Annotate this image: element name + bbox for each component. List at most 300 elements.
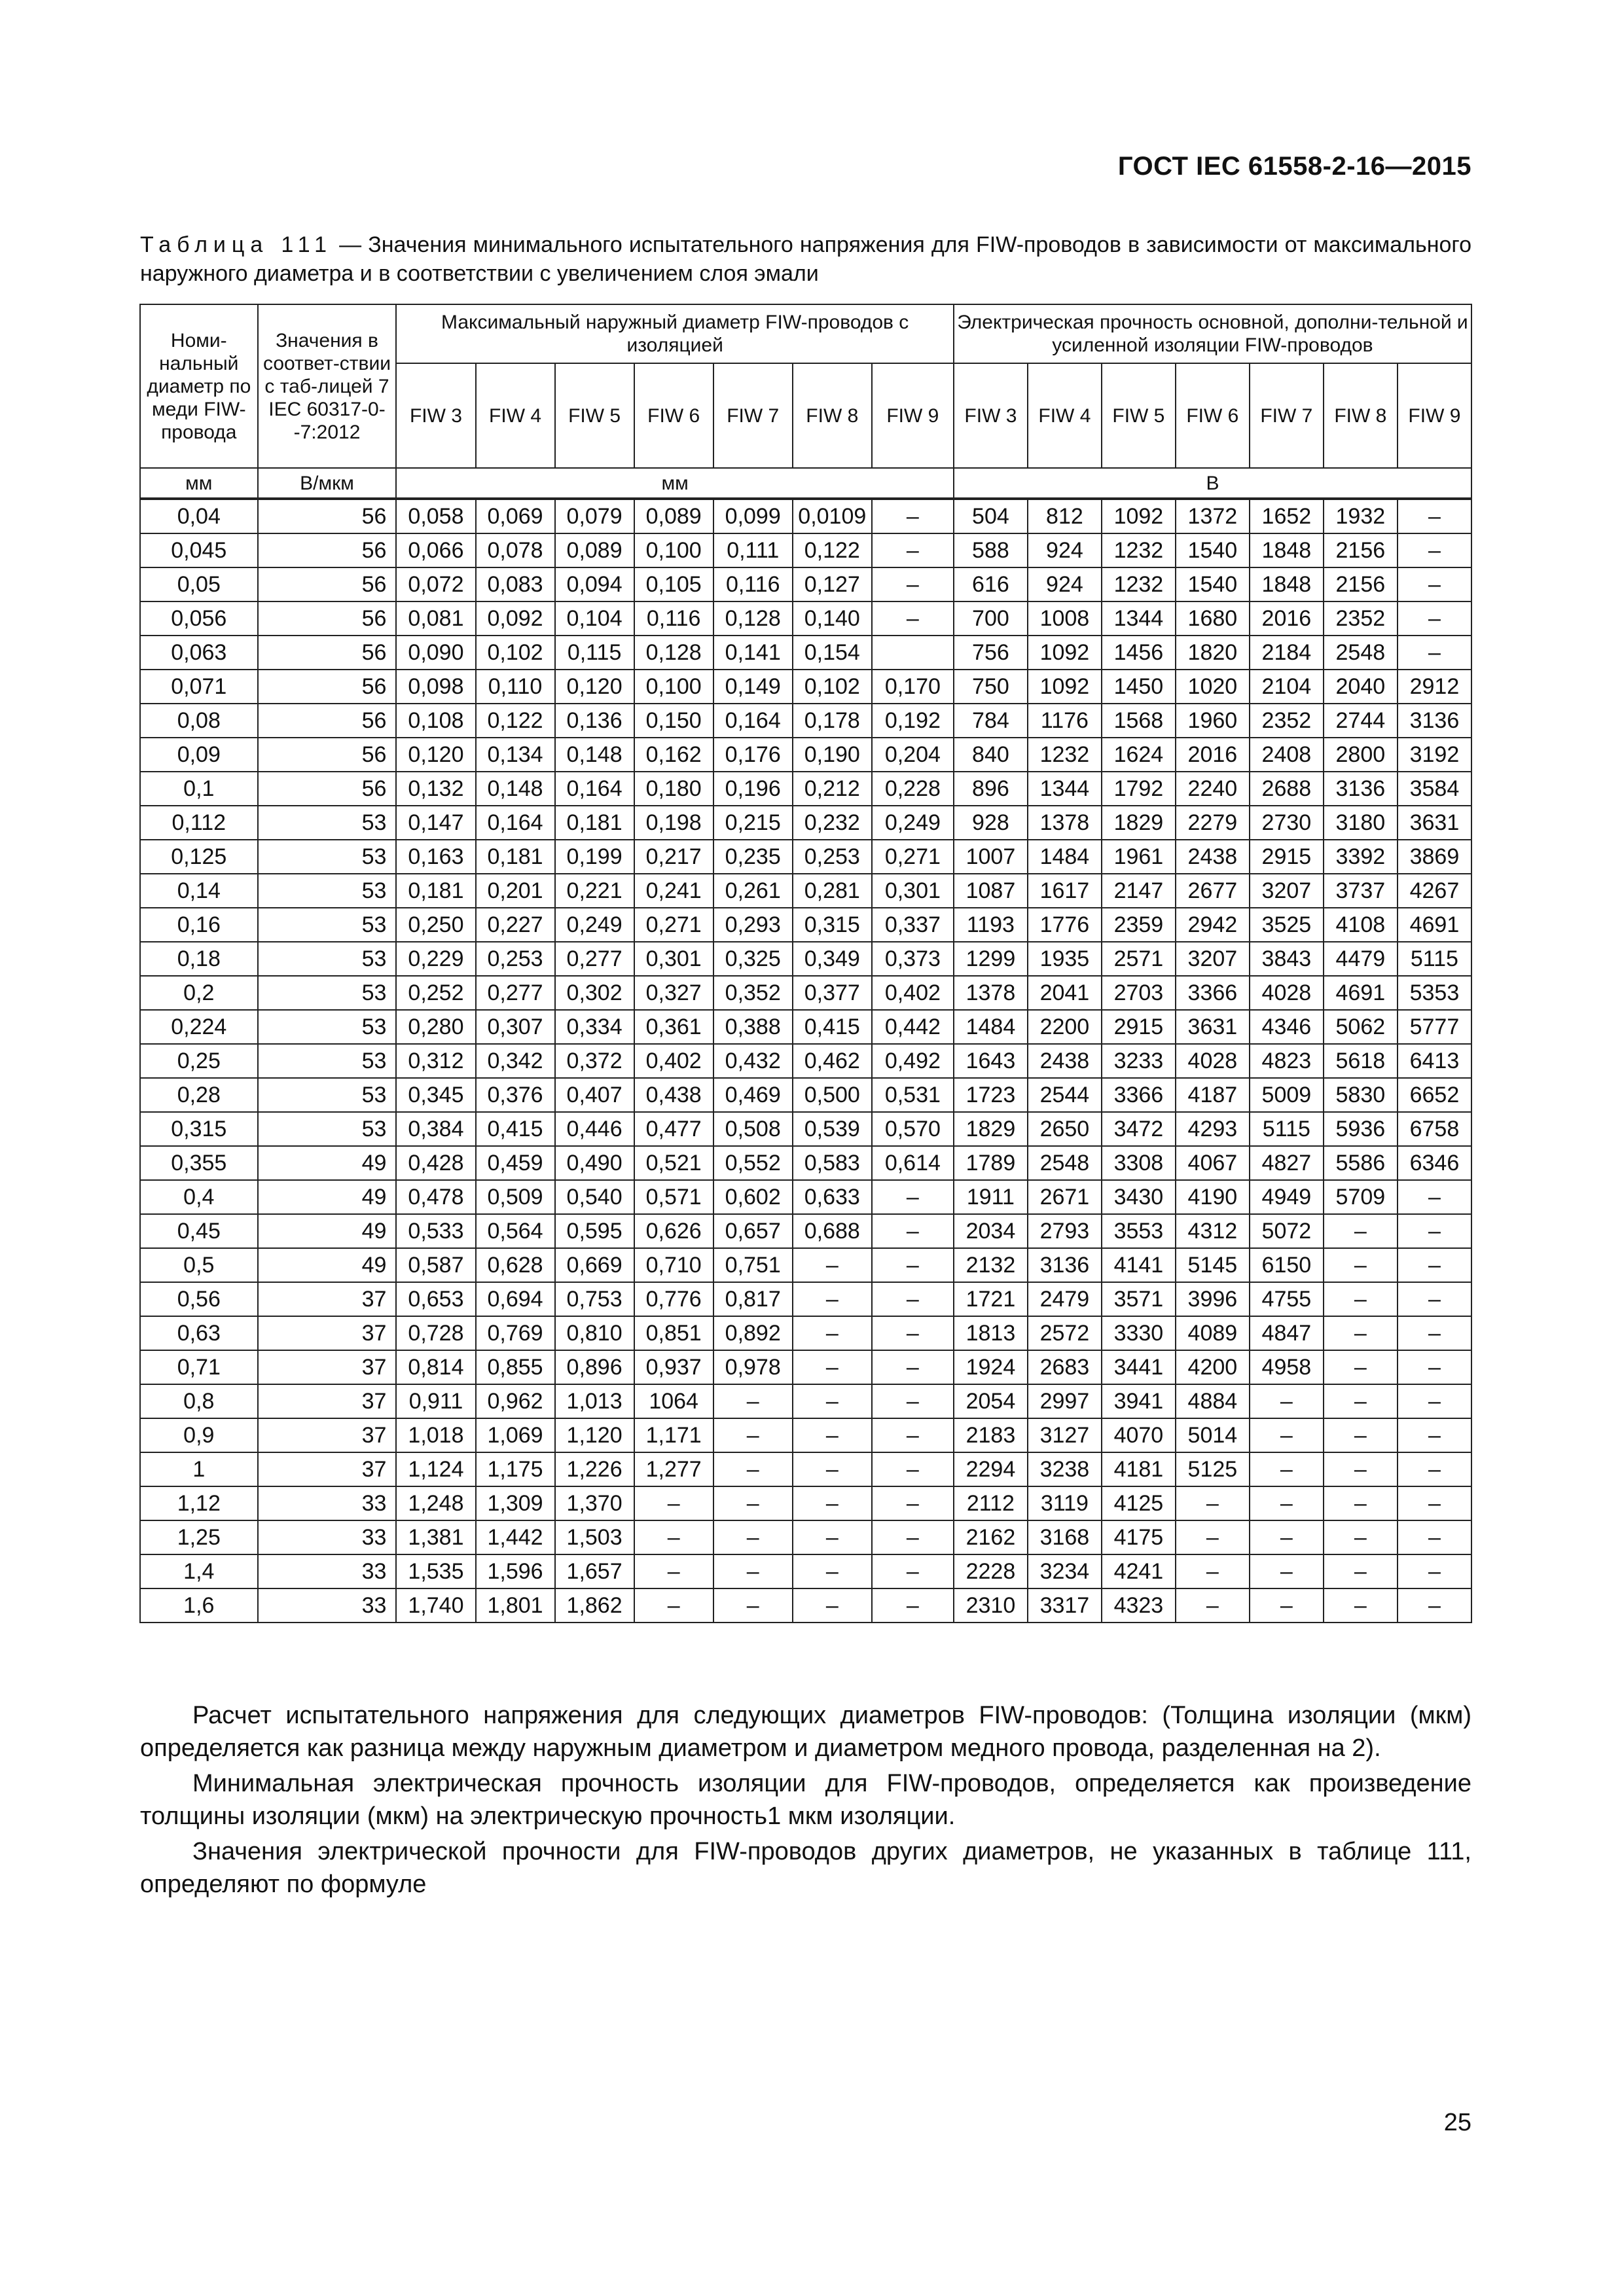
- table-cell: 812: [1028, 499, 1102, 533]
- table-cell: 0,325: [713, 942, 793, 976]
- table-cell: 0,539: [793, 1112, 872, 1146]
- table-cell: –: [634, 1520, 713, 1554]
- table-cell: 0,232: [793, 806, 872, 840]
- table-row: [140, 874, 1471, 908]
- table-cell: 1540: [1176, 567, 1250, 601]
- table-cell: 4847: [1250, 1316, 1324, 1350]
- table-cell: –: [1398, 1384, 1471, 1418]
- table-cell: 2352: [1250, 704, 1324, 738]
- table-cell: –: [872, 1316, 954, 1350]
- table-cell: 0,136: [555, 704, 634, 738]
- table-cell: 1,175: [476, 1452, 555, 1486]
- table-cell: 1378: [954, 976, 1028, 1010]
- table-cell: 49: [258, 1214, 397, 1248]
- table-cell: 37: [258, 1384, 397, 1418]
- table-cell: 2730: [1250, 806, 1324, 840]
- table-cell: –: [1176, 1520, 1250, 1554]
- table-cell: 0,164: [476, 806, 555, 840]
- table-cell: 3330: [1102, 1316, 1176, 1350]
- table-cell: –: [1398, 1248, 1471, 1282]
- table-cell: 0,63: [140, 1316, 258, 1350]
- table-cell: 928: [954, 806, 1028, 840]
- table-cell: –: [872, 1248, 954, 1282]
- table-cell: 4293: [1176, 1112, 1250, 1146]
- table-cell: 0,227: [476, 908, 555, 942]
- table-cell: 3168: [1028, 1520, 1102, 1554]
- table-cell: 0,212: [793, 772, 872, 806]
- table-cell: 0,334: [555, 1010, 634, 1044]
- table-row: [140, 1588, 1471, 1623]
- table-cell: 0,402: [634, 1044, 713, 1078]
- table-cell: 1,503: [555, 1520, 634, 1554]
- table-row: [140, 1248, 1471, 1282]
- table-row: [140, 1486, 1471, 1520]
- header-diameter-fiw-9: FIW 9: [872, 363, 954, 468]
- table-cell: 0,307: [476, 1010, 555, 1044]
- table-cell: 1232: [1102, 567, 1176, 601]
- paragraph-2: Минимальная электрическая прочность изоляции для FIW-проводов, определяется как произведение толщины изоляции (мкм) на электрическую прочность1 мкм изоляции.: [140, 1770, 1471, 1830]
- table-cell: 0,962: [476, 1384, 555, 1418]
- table-cell: 2162: [954, 1520, 1028, 1554]
- table-cell: 840: [954, 738, 1028, 772]
- table-cell: 0,814: [396, 1350, 475, 1384]
- table-cell: 0,116: [634, 601, 713, 636]
- table-cell: –: [1324, 1418, 1398, 1452]
- table-cell: –: [1324, 1384, 1398, 1418]
- table-cell: –: [1324, 1316, 1398, 1350]
- table-cell: 0,855: [476, 1350, 555, 1384]
- table-cell: 1960: [1176, 704, 1250, 738]
- table-cell: –: [1176, 1554, 1250, 1588]
- table-cell: 0,277: [555, 942, 634, 976]
- table-cell: 33: [258, 1588, 397, 1623]
- table-cell: 0,089: [634, 499, 713, 533]
- table-cell: 0,111: [713, 533, 793, 567]
- table-cell: 1,124: [396, 1452, 475, 1486]
- table-cell: 3392: [1324, 840, 1398, 874]
- table-cell: 2041: [1028, 976, 1102, 1010]
- table-cell: 0,595: [555, 1214, 634, 1248]
- table-cell: 4141: [1102, 1248, 1176, 1282]
- table-cell: –: [872, 1554, 954, 1588]
- table-row: [140, 1350, 1471, 1384]
- table-caption-label: Таблица 111: [140, 232, 333, 257]
- table-cell: 0,180: [634, 772, 713, 806]
- table-cell: 49: [258, 1248, 397, 1282]
- table-cell: 53: [258, 1044, 397, 1078]
- table-cell: 1456: [1102, 636, 1176, 670]
- table-cell: –: [793, 1316, 872, 1350]
- table-cell: 0,176: [713, 738, 793, 772]
- document-header: ГОСТ IEC 61558-2-16—2015: [1117, 152, 1471, 181]
- table-cell: –: [793, 1248, 872, 1282]
- table-cell: 0,181: [396, 874, 475, 908]
- table-cell: 4125: [1102, 1486, 1176, 1520]
- table-row: [140, 1044, 1471, 1078]
- table-cell: 0,810: [555, 1316, 634, 1350]
- test-voltage-table: [139, 304, 1472, 1623]
- table-cell: 0,04: [140, 499, 258, 533]
- table-cell: 1568: [1102, 704, 1176, 738]
- table-cell: 1,309: [476, 1486, 555, 1520]
- table-cell: 1,370: [555, 1486, 634, 1520]
- table-cell: –: [793, 1418, 872, 1452]
- table-cell: 0,100: [634, 533, 713, 567]
- table-cell: 750: [954, 670, 1028, 704]
- table-cell: 5145: [1176, 1248, 1250, 1282]
- table-cell: –: [872, 1520, 954, 1554]
- table-cell: 1643: [954, 1044, 1028, 1078]
- table-cell: 1,277: [634, 1452, 713, 1486]
- table-cell: 1961: [1102, 840, 1176, 874]
- table-cell: 2744: [1324, 704, 1398, 738]
- table-cell: 1848: [1250, 533, 1324, 567]
- table-cell: 1540: [1176, 533, 1250, 567]
- table-cell: 3631: [1398, 806, 1471, 840]
- table-cell: 33: [258, 1520, 397, 1554]
- page-number: 25: [1443, 2109, 1471, 2136]
- table-cell: 0,851: [634, 1316, 713, 1350]
- header-diameter-fiw-3: FIW 3: [396, 363, 475, 468]
- table-cell: 0,198: [634, 806, 713, 840]
- table-cell: 3136: [1398, 704, 1471, 738]
- table-cell: –: [1324, 1588, 1398, 1623]
- table-cell: 0,769: [476, 1316, 555, 1350]
- table-cell: 4312: [1176, 1214, 1250, 1248]
- table-cell: 0,164: [713, 704, 793, 738]
- table-row: [140, 1010, 1471, 1044]
- table-cell: –: [1250, 1486, 1324, 1520]
- table-cell: 0,355: [140, 1146, 258, 1180]
- table-cell: 0,402: [872, 976, 954, 1010]
- table-cell: 0,112: [140, 806, 258, 840]
- table-cell: 1,013: [555, 1384, 634, 1418]
- table-cell: 56: [258, 636, 397, 670]
- table-cell: 1,018: [396, 1418, 475, 1452]
- table-cell: 5009: [1250, 1078, 1324, 1112]
- table-cell: 0,149: [713, 670, 793, 704]
- table-row: [140, 1384, 1471, 1418]
- table-cell: 2548: [1324, 636, 1398, 670]
- table-cell: –: [872, 567, 954, 601]
- table-cell: 0,092: [476, 601, 555, 636]
- table-cell: 3941: [1102, 1384, 1176, 1418]
- table-cell: 1,381: [396, 1520, 475, 1554]
- table-cell: 0,688: [793, 1214, 872, 1248]
- table-cell: 0,253: [793, 840, 872, 874]
- table-cell: –: [793, 1588, 872, 1623]
- table-cell: 1020: [1176, 670, 1250, 704]
- unit-iec-values: В/мкм: [258, 468, 397, 499]
- table-cell: 1007: [954, 840, 1028, 874]
- table-cell: 0,196: [713, 772, 793, 806]
- table-cell: –: [1250, 1588, 1324, 1623]
- table-cell: 0,150: [634, 704, 713, 738]
- table-cell: 2793: [1028, 1214, 1102, 1248]
- table-cell: 924: [1028, 533, 1102, 567]
- header-max-outer-diameter: Максимальный наружный диаметр FIW-проводов с изоляцией: [396, 304, 953, 363]
- table-cell: 5115: [1250, 1112, 1324, 1146]
- table-cell: 0,241: [634, 874, 713, 908]
- table-cell: 2572: [1028, 1316, 1102, 1350]
- table-cell: 0,224: [140, 1010, 258, 1044]
- table-cell: 56: [258, 738, 397, 772]
- table-cell: 3207: [1176, 942, 1250, 976]
- table-cell: 0,345: [396, 1078, 475, 1112]
- table-cell: 37: [258, 1350, 397, 1384]
- table-cell: 1,248: [396, 1486, 475, 1520]
- table-cell: 4267: [1398, 874, 1471, 908]
- table-cell: –: [793, 1486, 872, 1520]
- table-cell: 2279: [1176, 806, 1250, 840]
- table-cell: 0,657: [713, 1214, 793, 1248]
- table-cell: 1299: [954, 942, 1028, 976]
- header-strength-fiw-5: FIW 5: [1102, 363, 1176, 468]
- table-cell: 0,18: [140, 942, 258, 976]
- table-cell: 0,215: [713, 806, 793, 840]
- table-cell: 0,817: [713, 1282, 793, 1316]
- table-cell: –: [1176, 1486, 1250, 1520]
- table-cell: 0,115: [555, 636, 634, 670]
- table-cell: 4187: [1176, 1078, 1250, 1112]
- table-cell: 4755: [1250, 1282, 1324, 1316]
- table-cell: 53: [258, 874, 397, 908]
- table-row: [140, 1554, 1471, 1588]
- table-cell: 0,108: [396, 704, 475, 738]
- table-cell: –: [1250, 1418, 1324, 1452]
- table-cell: 0,069: [476, 499, 555, 533]
- table-cell: –: [713, 1520, 793, 1554]
- table-cell: –: [713, 1486, 793, 1520]
- table-cell: 1652: [1250, 499, 1324, 533]
- table-cell: 3843: [1250, 942, 1324, 976]
- table-cell: –: [872, 1588, 954, 1623]
- table-cell: 1344: [1102, 601, 1176, 636]
- table-cell: 0,28: [140, 1078, 258, 1112]
- table-cell: 37: [258, 1452, 397, 1486]
- table-row: [140, 1282, 1471, 1316]
- table-cell: 0,56: [140, 1282, 258, 1316]
- table-row: [140, 840, 1471, 874]
- table-cell: 0,141: [713, 636, 793, 670]
- header-diameter-fiw-8: FIW 8: [793, 363, 872, 468]
- table-cell: –: [872, 1452, 954, 1486]
- table-row: [140, 1112, 1471, 1146]
- table-cell: –: [793, 1452, 872, 1486]
- table-cell: –: [1324, 1486, 1398, 1520]
- table-cell: 756: [954, 636, 1028, 670]
- table-cell: 0,128: [634, 636, 713, 670]
- table-cell: 6758: [1398, 1112, 1471, 1146]
- table-cell: 3317: [1028, 1588, 1102, 1623]
- header-electric-strength: Электрическая прочность основной, дополни-тельной и усиленной изоляции FIW-проводов: [954, 304, 1471, 363]
- table-cell: –: [713, 1554, 793, 1588]
- table-cell: –: [1398, 636, 1471, 670]
- table-cell: 0,16: [140, 908, 258, 942]
- table-cell: 2352: [1324, 601, 1398, 636]
- table-cell: 4691: [1398, 908, 1471, 942]
- table-cell: 1092: [1028, 670, 1102, 704]
- table-cell: 1,442: [476, 1520, 555, 1554]
- table-cell: –: [713, 1384, 793, 1418]
- table-cell: –: [1324, 1554, 1398, 1588]
- table-cell: 2183: [954, 1418, 1028, 1452]
- header-diameter-fiw-7: FIW 7: [713, 363, 793, 468]
- table-row: [140, 1214, 1471, 1248]
- table-cell: 0,089: [555, 533, 634, 567]
- table-cell: 56: [258, 567, 397, 601]
- table-cell: 0,315: [140, 1112, 258, 1146]
- table-cell: 0,349: [793, 942, 872, 976]
- table-cell: 1829: [954, 1112, 1028, 1146]
- table-cell: 0,078: [476, 533, 555, 567]
- table-cell: 53: [258, 1078, 397, 1112]
- table-cell: 5072: [1250, 1214, 1324, 1248]
- table-cell: 3869: [1398, 840, 1471, 874]
- table-cell: 2310: [954, 1588, 1028, 1623]
- table-cell: 0,428: [396, 1146, 475, 1180]
- table-cell: 2683: [1028, 1350, 1102, 1384]
- table-cell: 3192: [1398, 738, 1471, 772]
- table-cell: 0,442: [872, 1010, 954, 1044]
- table-cell: –: [872, 1282, 954, 1316]
- table-cell: 0,094: [555, 567, 634, 601]
- table-cell: 1723: [954, 1078, 1028, 1112]
- table-cell: 4958: [1250, 1350, 1324, 1384]
- table-cell: 5618: [1324, 1044, 1398, 1078]
- table-cell: 4070: [1102, 1418, 1176, 1452]
- table-cell: 1680: [1176, 601, 1250, 636]
- table-cell: 0,148: [555, 738, 634, 772]
- table-row: [140, 738, 1471, 772]
- table-cell: 2147: [1102, 874, 1176, 908]
- table-cell: 2703: [1102, 976, 1176, 1010]
- table-cell: 2040: [1324, 670, 1398, 704]
- table-cell: 5586: [1324, 1146, 1398, 1180]
- table-cell: 0,100: [634, 670, 713, 704]
- table-cell: 0,122: [793, 533, 872, 567]
- table-cell: 0,099: [713, 499, 793, 533]
- table-cell: –: [1398, 1180, 1471, 1214]
- table-cell: 49: [258, 1146, 397, 1180]
- table-cell: 1,740: [396, 1588, 475, 1623]
- table-cell: 0,315: [793, 908, 872, 942]
- table-cell: 2912: [1398, 670, 1471, 704]
- table-cell: 0,377: [793, 976, 872, 1010]
- table-cell: 0,280: [396, 1010, 475, 1044]
- table-cell: 3584: [1398, 772, 1471, 806]
- header-diameter-fiw-5: FIW 5: [555, 363, 634, 468]
- table-cell: –: [1398, 499, 1471, 533]
- table-cell: 1624: [1102, 738, 1176, 772]
- table-cell: 33: [258, 1486, 397, 1520]
- table-cell: 2544: [1028, 1078, 1102, 1112]
- table-cell: 0,235: [713, 840, 793, 874]
- table-cell: 1: [140, 1452, 258, 1486]
- header-strength-fiw-7: FIW 7: [1250, 363, 1324, 468]
- table-cell: 0,127: [793, 567, 872, 601]
- table-cell: 0,564: [476, 1214, 555, 1248]
- table-cell: 0,776: [634, 1282, 713, 1316]
- table-cell: 616: [954, 567, 1028, 601]
- table-cell: –: [872, 1350, 954, 1384]
- table-cell: 0,478: [396, 1180, 475, 1214]
- header-strength-fiw-3: FIW 3: [954, 363, 1028, 468]
- table-cell: –: [872, 1180, 954, 1214]
- table-cell: 3180: [1324, 806, 1398, 840]
- table-cell: 0,71: [140, 1350, 258, 1384]
- table-cell: 2034: [954, 1214, 1028, 1248]
- header-iec-values: Значения в соответ-ствии с таб-лицей 7 IEC 60317-0--7:2012: [258, 304, 397, 468]
- table-cell: 4346: [1250, 1010, 1324, 1044]
- table-cell: 0,2: [140, 976, 258, 1010]
- table-cell: 3136: [1324, 772, 1398, 806]
- table-cell: 0,063: [140, 636, 258, 670]
- table-cell: 0,05: [140, 567, 258, 601]
- table-cell: 0,462: [793, 1044, 872, 1078]
- table-cell: 1813: [954, 1316, 1028, 1350]
- table-row: [140, 1452, 1471, 1486]
- table-cell: 0,438: [634, 1078, 713, 1112]
- table-cell: –: [634, 1588, 713, 1623]
- table-cell: 1193: [954, 908, 1028, 942]
- table-cell: 0,253: [476, 942, 555, 976]
- table-cell: 5125: [1176, 1452, 1250, 1486]
- table-cell: 0,633: [793, 1180, 872, 1214]
- table-cell: 0,4: [140, 1180, 258, 1214]
- table-cell: 0,081: [396, 601, 475, 636]
- table-row: [140, 772, 1471, 806]
- table-row: [140, 533, 1471, 567]
- table-cell: 0,490: [555, 1146, 634, 1180]
- table-cell: 0,110: [476, 670, 555, 704]
- table-cell: 56: [258, 772, 397, 806]
- table-cell: 0,261: [713, 874, 793, 908]
- table-cell: 5014: [1176, 1418, 1250, 1452]
- table-cell: 0,500: [793, 1078, 872, 1112]
- table-cell: 2942: [1176, 908, 1250, 942]
- table-cell: 0,327: [634, 976, 713, 1010]
- table-cell: 0,508: [713, 1112, 793, 1146]
- table-cell: 0,271: [872, 840, 954, 874]
- table-cell: 0,521: [634, 1146, 713, 1180]
- table-cell: –: [713, 1418, 793, 1452]
- table-cell: 0,058: [396, 499, 475, 533]
- table-cell: 3234: [1028, 1554, 1102, 1588]
- table-cell: 0,128: [713, 601, 793, 636]
- table-cell: 1344: [1028, 772, 1102, 806]
- table-cell: 0,614: [872, 1146, 954, 1180]
- table-cell: 0,199: [555, 840, 634, 874]
- table-cell: 3238: [1028, 1452, 1102, 1486]
- table-cell: 1,657: [555, 1554, 634, 1588]
- table-cell: –: [1398, 1588, 1471, 1623]
- table-cell: 0,432: [713, 1044, 793, 1078]
- table-cell: 5062: [1324, 1010, 1398, 1044]
- table-cell: 3737: [1324, 874, 1398, 908]
- table-cell: 3119: [1028, 1486, 1102, 1520]
- table-cell: 0,653: [396, 1282, 475, 1316]
- table-cell: 0,071: [140, 670, 258, 704]
- table-cell: 0,102: [476, 636, 555, 670]
- table-cell: 588: [954, 533, 1028, 567]
- table-cell: 896: [954, 772, 1028, 806]
- table-cell: 1092: [1028, 636, 1102, 670]
- table-cell: 0,937: [634, 1350, 713, 1384]
- table-caption-text: Значения минимального испытательного напряжения для FIW-проводов в зависимости от максимального наружного диаметра и в соответствии с увеличением слоя эмали: [140, 232, 1471, 286]
- table-cell: –: [1398, 1418, 1471, 1452]
- table-cell: 1092: [1102, 499, 1176, 533]
